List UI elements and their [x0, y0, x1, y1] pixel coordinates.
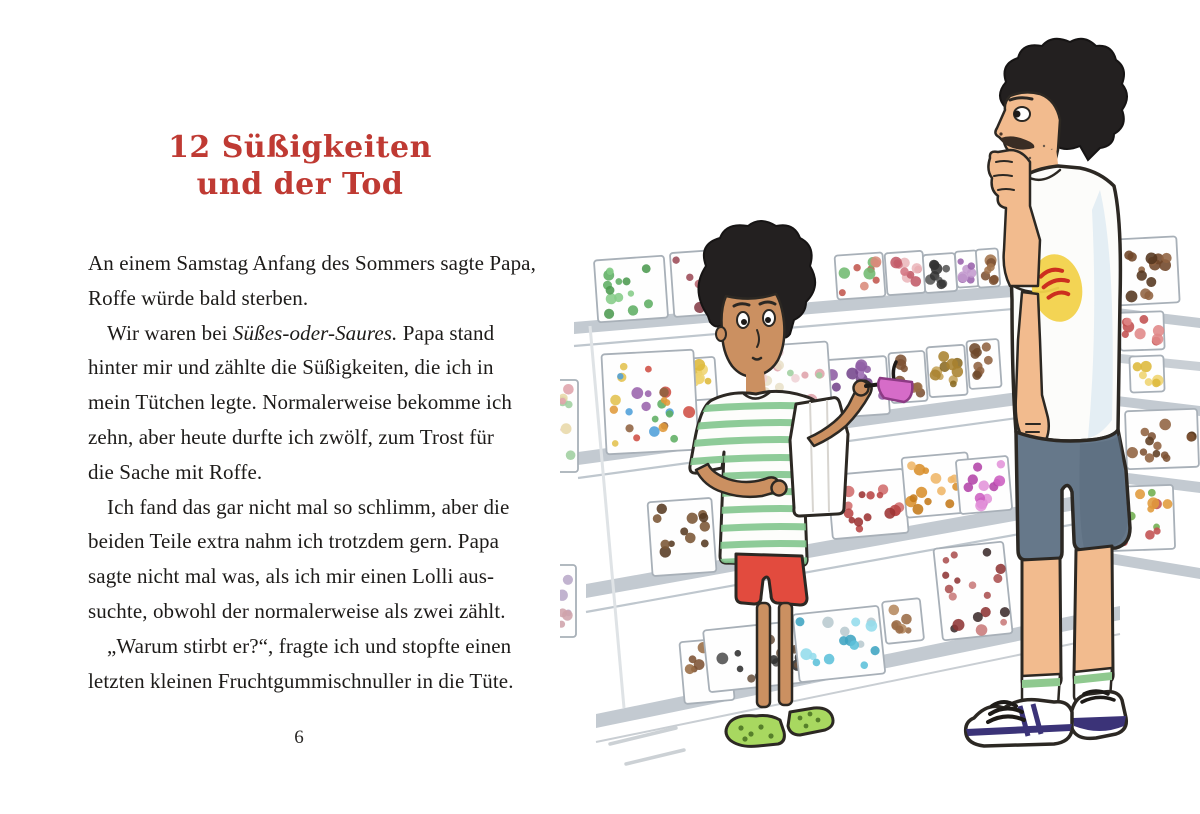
candy-bin [926, 345, 967, 398]
text-line: letzten kleinen Fruchtgummischnuller in die Tüte. [88, 668, 514, 693]
child-mouth [753, 358, 761, 360]
papa-nostril [999, 132, 1002, 135]
child-leg-left [757, 603, 770, 707]
text-line: Wir waren bei Süßes-oder-Saures. Papa stand [107, 320, 495, 345]
chapter-title-line1: 12 Süßigkeiten [168, 130, 432, 165]
text-line: mein Tütchen legte. Normalerweise bekomme ich [88, 390, 512, 415]
text-line: suchte, obwohl der normalerweise als zwei zählt. [88, 598, 506, 623]
illustration [560, 0, 1200, 814]
candy-bin [647, 498, 716, 576]
candy-bin [1119, 311, 1165, 351]
shorts-shading [1080, 434, 1129, 548]
page-number: 6 [294, 727, 304, 748]
text-line: Roffe würde bald sterben. [88, 285, 309, 310]
candy-bin [1125, 409, 1199, 469]
croc-left [726, 716, 784, 747]
candy-shop-illustration [560, 0, 1200, 814]
candy-bin [1129, 355, 1164, 392]
red-shorts [736, 554, 807, 605]
candy-bin [933, 542, 1012, 641]
child-left-hand [772, 481, 787, 496]
text-line: Ich fand das gar nicht mal so schlimm, aber die [107, 494, 510, 519]
candy-scoop [878, 378, 912, 402]
candy-bin [882, 598, 924, 644]
chapter-title-line2: und der Tod [196, 167, 404, 202]
chapter-title [0, 129, 600, 203]
text-line: „Warum stirbt er?“, fragte ich und stopfte einen [107, 633, 512, 658]
text-line: zehn, aber heute durfte ich zwölf, zum Trost für [88, 424, 495, 449]
candy-bin [835, 252, 886, 299]
candy-bin [793, 606, 886, 683]
candy-bin [560, 380, 578, 472]
candy-bin [885, 251, 926, 296]
candy-bin [923, 253, 958, 293]
candy-bin [594, 256, 668, 323]
candy-bin [976, 248, 1001, 287]
papa-leg-front [1022, 558, 1061, 688]
candy-bin [560, 565, 576, 637]
candy-bin [956, 456, 1013, 514]
child-hand [854, 381, 869, 396]
child-leg-right [779, 603, 792, 705]
text-line: An einem Samstag Anfang des Sommers sagte Papa, [88, 251, 536, 275]
text-line: die Sache mit Roffe. [88, 459, 263, 484]
child-ear [716, 327, 726, 341]
child-face [722, 294, 785, 376]
text-line: beiden Teile extra nahm ich trotzdem gern. Papa [88, 529, 500, 554]
papa-leg-back [1074, 546, 1113, 684]
candy-bin [601, 350, 698, 455]
story-text [88, 246, 536, 698]
papa-sneakers [966, 691, 1127, 746]
text-line: sagte nicht mal was, als ich mir einen Lolli aus- [88, 564, 495, 589]
candy-bin [966, 339, 1001, 389]
text-line: hinter mir und zählte die Süßigkeiten, die ich in [88, 355, 494, 380]
